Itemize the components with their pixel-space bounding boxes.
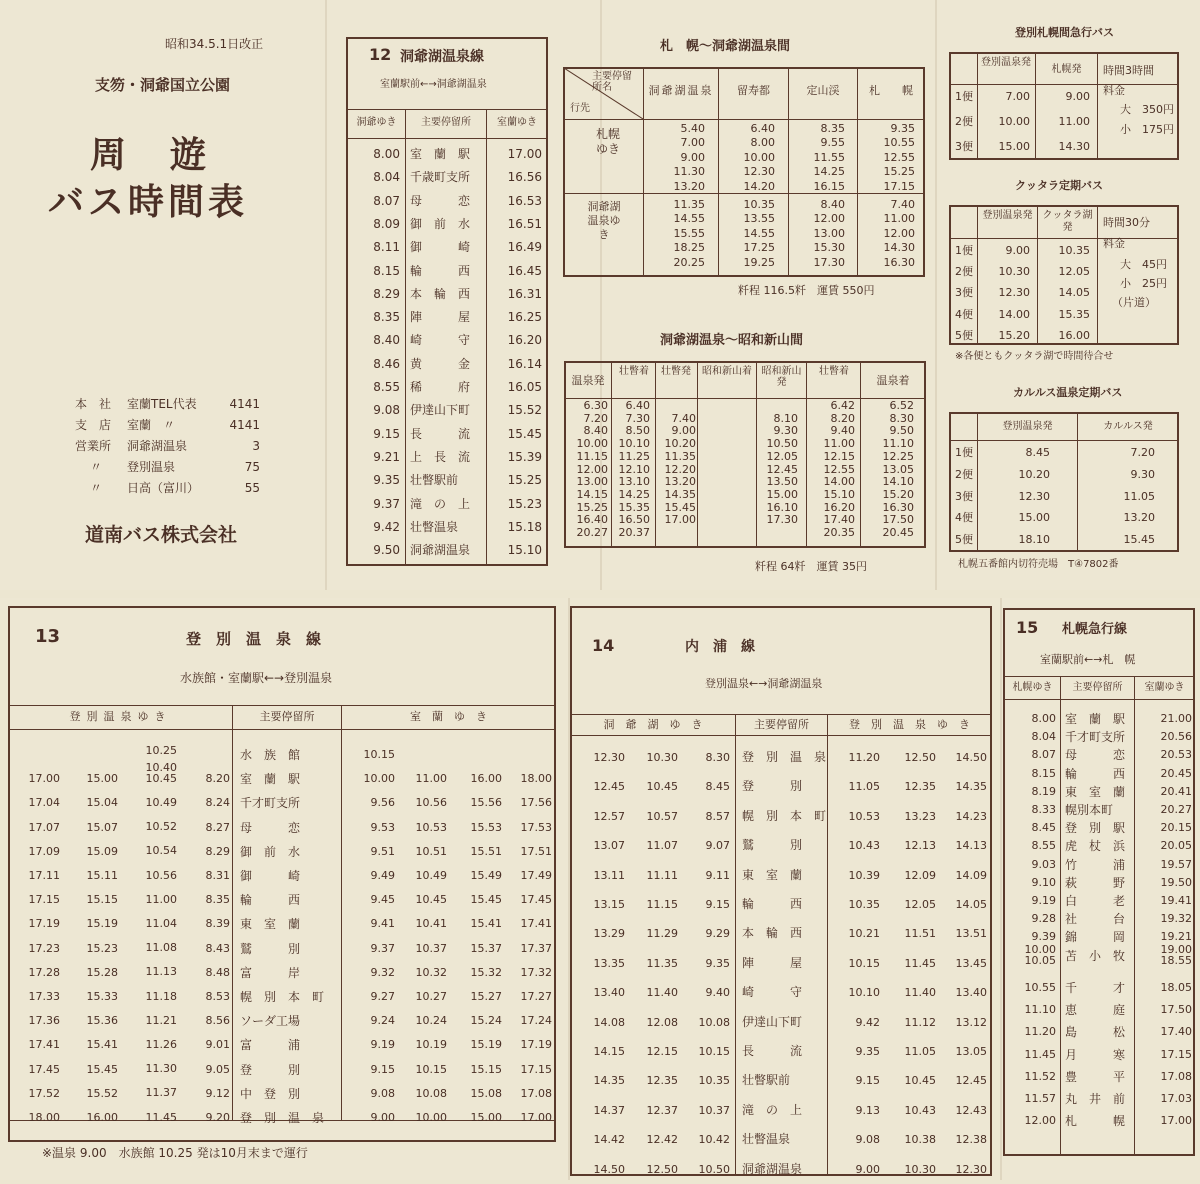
- route-subtitle: 室蘭駅前←→札 幌: [1040, 653, 1136, 666]
- header-cell: 壮瞥着: [819, 366, 849, 377]
- header-corner: 主要停留所名: [592, 71, 632, 93]
- company-name: 道南バス株式会社: [85, 524, 238, 546]
- time-column: 11.00 10.56 10.53 10.51 10.49 10.45 10.41 10.37 10.32 10.27 10.24 10.19 10.15 10.08 10.00: [415, 772, 447, 1125]
- ticket-office-note: 札幌五番館内切符売場 T④7802番: [958, 559, 1119, 570]
- time-cell: 9.08: [373, 403, 400, 418]
- time-cell: 14.00: [998, 307, 1030, 321]
- header-cell: 昭和新山発: [761, 366, 802, 388]
- header-cell: 留寿都: [737, 84, 770, 97]
- section-title: カルルス温泉定期バス: [1013, 386, 1123, 399]
- route-name: 登 別 温 泉 線: [186, 630, 322, 648]
- header-cell: 札幌発: [1051, 64, 1082, 75]
- time-column: 12.50 12.35 13.23 12.13 12.09 12.05 11.51 11.45 11.40 11.12 11.05 10.45 10.43 10.38 10.30: [904, 751, 936, 1176]
- time-cell: 16.45: [507, 263, 542, 278]
- time-cell: 9.00: [1005, 244, 1030, 257]
- time-cell: 8.00: [373, 147, 400, 161]
- header-cell: 登別温泉発: [982, 210, 1033, 221]
- section-title: 札 幌～洞爺湖温泉間: [660, 39, 791, 54]
- time-cell: 8.35: [373, 310, 400, 325]
- stop-cell: 御 前 水: [410, 216, 471, 231]
- route-subtitle: 室蘭駅前←→洞爺湖温泉: [380, 79, 487, 90]
- header-cell: 登別温泉発: [1002, 421, 1053, 432]
- stop-cell: 千歳町支所: [410, 170, 471, 185]
- time-cell: 8.07: [373, 193, 400, 208]
- section-title: 登別札幌間急行バス: [1015, 26, 1114, 39]
- office-place: 登別温泉: [127, 460, 176, 474]
- office-phone: 75: [244, 460, 260, 474]
- stop-column: 水 族 館 室 蘭 駅 千才町支所 母 恋 御 前 水 御 崎 輪 西 東 室 蘭 鷲 別 富 岸 幌 別 本 町 ソーダ工場 富 浦 登 別 中 登 別 登 別 温 泉: [240, 748, 325, 1126]
- time-cell: 8.11: [373, 240, 400, 255]
- time-cell: 8.45: [1025, 446, 1050, 459]
- office-phone: 4141: [229, 397, 260, 411]
- route-name: 内 浦 線: [685, 639, 755, 655]
- time-column: 8.40 12.00 13.00 15.30 17.30: [813, 198, 845, 269]
- route-subtitle: 登別温泉←→洞爺湖温泉: [705, 677, 823, 690]
- stop-cell: 稀 府: [410, 380, 471, 394]
- header-cell: 洞爺湖温泉: [648, 84, 714, 97]
- header-cell: 室 蘭 ゆ き: [410, 710, 487, 723]
- time-column: 17.00 17.04 17.07 17.09 17.11 17.15 17.19 17.23 17.28 17.33 17.36 17.41 17.45 17.52 18.00: [28, 772, 60, 1125]
- time-cell: 15.45: [1123, 533, 1155, 547]
- stop-cell: 上 長 流: [410, 449, 471, 464]
- time-cell: 10.00 10.05: [1024, 943, 1056, 967]
- time-cell: 12.30: [998, 286, 1030, 300]
- time-cell: 14.05: [1058, 286, 1090, 300]
- time-cell: 7.00: [1005, 90, 1030, 103]
- row-label: 2便: [955, 115, 973, 128]
- leaflet-back: [0, 598, 1200, 1180]
- cover-title-2: バス時間表: [48, 182, 249, 223]
- row-label: 2便: [955, 467, 973, 481]
- route-number: 12: [369, 45, 392, 64]
- row-group-label: 札幌ゆき: [595, 127, 620, 156]
- time-cell: 19.00 18.55: [1160, 943, 1192, 967]
- header-cell: 室蘭ゆき: [497, 117, 537, 128]
- header-cell: カルルス発: [1103, 421, 1153, 432]
- time-column: 6.40 7.30 8.50 10.10 11.25 12.10 13.10 14.25 15.35 16.50 20.37: [618, 399, 650, 540]
- time-cell: 10.00: [998, 115, 1030, 128]
- header-cell: 主要停留所: [1072, 682, 1123, 693]
- header-cell: 主要停留所: [754, 718, 809, 731]
- time-cell: 8.04: [373, 170, 400, 185]
- time-column: 7.40 11.00 12.00 14.30 16.30: [883, 198, 915, 269]
- stop-column: 登 別 温 泉 登 別 幌 別 本 町 鷲 別 東 室 蘭 輪 西 本 輪 西 陣 屋 崎 守 伊達山下町 長 流 壮瞥駅前 滝 の 上 壮瞥温泉 洞爺湖温泉: [742, 750, 827, 1176]
- time-cell: 16.31: [507, 286, 542, 301]
- time-column: 21.00 20.56 20.53 20.45 20.41 20.27 20.15 20.05 19.57 19.50 19.41 19.32 19.21: [1160, 712, 1192, 944]
- office-phone: 4141: [229, 418, 260, 432]
- office-place: 室蘭 〃: [127, 418, 176, 432]
- row-label: 3便: [955, 286, 973, 300]
- time-column: 10.15 10.00 9.56 9.53 9.51 9.49 9.45 9.41 9.37 9.32 9.27 9.24 9.19 9.15 9.08 9.00: [363, 748, 395, 1125]
- stop-column: 室 蘭 駅 千才町支所 母 恋 輪 西 東 室 蘭 幌別本町 登 別 駅 虎 杖 浜 竹 浦 萩 野 白 老 社 台 錦 岡: [1065, 712, 1126, 945]
- row-label: 3便: [955, 140, 973, 153]
- info-note: 大 350円: [1120, 103, 1174, 116]
- time-column: 6.30 7.20 8.40 10.00 11.15 12.00 13.00 14.15 15.25 16.40 20.27: [576, 399, 608, 540]
- stop-column: 千 才 恵 庭 島 松 月 寒 豊 平 丸 井 前 札 幌: [1065, 981, 1126, 1129]
- time-cell: 17.00: [507, 147, 542, 161]
- time-column: 10.30 10.45 10.57 11.07 11.11 11.15 11.29 11.35 11.40 12.08 12.15 12.35 12.37 12.42 12.50: [646, 751, 678, 1176]
- time-cell: 16.49: [507, 240, 542, 255]
- header-cell: 主要停留所: [259, 710, 315, 723]
- time-cell: 15.18: [507, 519, 542, 534]
- time-cell: 16.53: [507, 193, 542, 208]
- time-column: 18.00 17.56 17.53 17.51 17.49 17.45 17.41 17.37 17.32 17.27 17.24 17.19 17.15 17.08 17.00: [520, 772, 552, 1125]
- time-cell: 16.00: [1058, 328, 1090, 342]
- time-column: 10.35 13.55 14.55 17.25 19.25: [743, 198, 775, 269]
- route-number: 15: [1016, 618, 1039, 637]
- time-cell: 12.05: [1058, 265, 1090, 279]
- time-cell: 9.42: [373, 519, 400, 534]
- office-place: 日高（富川）: [127, 481, 200, 495]
- route-number: 13: [35, 626, 61, 647]
- section-title: クッタラ定期バス: [1015, 179, 1103, 192]
- time-cell: 13.20: [1123, 511, 1155, 525]
- office-phone: 55: [244, 481, 260, 495]
- fare-note: 粁程 64粁 運賃 35円: [755, 560, 867, 573]
- header-cell: 壮瞥発: [661, 366, 691, 377]
- time-cell: 10.30: [998, 265, 1030, 279]
- time-cell: 15.23: [507, 496, 542, 511]
- stop-cell: 崎 守: [410, 333, 471, 348]
- time-cell: 14.30: [1058, 140, 1090, 153]
- time-cell: 12.30: [1018, 489, 1050, 503]
- time-column: 18.05 17.50 17.40 17.15 17.08 17.03 17.00: [1160, 981, 1192, 1128]
- header-cell: 温泉発: [571, 374, 605, 387]
- time-cell: 7.20: [1130, 446, 1155, 459]
- time-cell: 15.45: [507, 426, 542, 441]
- park-name: 支笏・洞爺国立公園: [95, 76, 231, 94]
- info-note: 料金: [1103, 84, 1125, 97]
- time-cell: 18.10: [1018, 533, 1050, 547]
- info-note: 小 175円: [1120, 123, 1174, 136]
- time-column: 11.35 14.55 15.55 18.25 20.25: [673, 198, 705, 269]
- kuttara-note: ※各便ともクッタラ湖で時間待合せ: [955, 351, 1114, 362]
- time-cell: 9.37: [373, 496, 400, 511]
- header-cell: 主要停留所: [421, 117, 471, 128]
- time-cell: 11.05: [1123, 489, 1155, 503]
- seasonal-note: ※温泉 9.00 水族館 10.25 発は10月末まで運行: [42, 1146, 308, 1160]
- time-cell: 15.52: [507, 403, 542, 418]
- header-cell: 登 別 温 泉 ゆ き: [849, 718, 970, 731]
- time-cell: 9.00: [1065, 90, 1090, 103]
- time-column: 8.10 9.30 10.50 12.05 12.45 13.50 15.00 16.10 17.30: [766, 411, 798, 527]
- time-column: 7.40 9.00 10.20 11.35 12.20 13.20 14.35 15.45 17.00: [664, 411, 696, 527]
- office-phone: 3: [252, 439, 260, 453]
- time-column: 8.20 8.24 8.27 8.29 8.31 8.35 8.39 8.43 8.48 8.53 8.56 9.01 9.05 9.12 9.20: [205, 772, 230, 1125]
- stop-cell: 室 蘭 駅: [410, 147, 471, 161]
- header-cell: 札 幌: [869, 84, 913, 97]
- stop-cell: 御 崎: [410, 240, 471, 255]
- time-cell: 16.20: [507, 333, 542, 348]
- header-cell: 定山渓: [806, 84, 840, 97]
- info-note: 時間30分: [1103, 216, 1150, 229]
- row-label: 5便: [955, 328, 973, 342]
- time-cell: 8.15: [373, 263, 400, 278]
- time-column: 6.40 8.00 10.00 12.30 14.20: [743, 122, 775, 193]
- stop-cell: 苫 小 牧: [1065, 949, 1126, 963]
- time-cell: 11.00: [1058, 115, 1090, 128]
- route-name: 洞爺湖温泉線: [400, 49, 484, 65]
- office-label: 営業所: [75, 439, 112, 453]
- stop-cell: 輪 西: [410, 263, 471, 278]
- time-cell: 16.51: [507, 216, 542, 231]
- stop-cell: 陣 屋: [410, 310, 471, 325]
- office-label: 〃: [90, 481, 103, 495]
- row-group-label: 洞爺湖温泉ゆき: [587, 200, 621, 241]
- time-cell: 16.25: [507, 310, 542, 325]
- time-cell: 15.35: [1058, 307, 1090, 321]
- header-cell: 札幌ゆき: [1012, 682, 1053, 693]
- office-label: 支 店: [75, 418, 112, 432]
- stop-cell: 壮瞥温泉: [410, 519, 459, 534]
- time-cell: 9.15: [373, 426, 400, 441]
- time-cell: 9.21: [373, 449, 400, 464]
- fare-note: 粁程 116.5粁 運賃 550円: [738, 284, 875, 297]
- stop-cell: 本 輪 西: [410, 286, 471, 301]
- info-note: 大 45円: [1120, 258, 1167, 271]
- time-column: 10.49 10.52 10.54 10.56 11.00 11.04 11.08 11.13 11.18 11.21 11.26 11.30 11.37 11.45: [145, 796, 177, 1124]
- time-column: 8.30 8.45 8.57 9.07 9.11 9.15 9.29 9.35 9.40 10.08 10.15 10.35 10.37 10.42 10.50: [698, 751, 730, 1176]
- time-column: 11.20 11.05 10.53 10.43 10.39 10.35 10.21 10.15 10.10 9.42 9.35 9.15 9.13 9.08 9.00: [848, 751, 880, 1176]
- time-column: 12.30 12.45 12.57 13.07 13.11 13.15 13.29 13.35 13.40 14.08 14.15 14.35 14.37 14.42 14.50: [593, 751, 625, 1176]
- time-column: 6.42 8.20 9.40 11.00 12.15 12.55 14.00 15.10 16.20 17.40 20.35: [823, 399, 855, 540]
- header-cell: 壮瞥着: [619, 366, 649, 377]
- time-cell: 8.46: [373, 356, 400, 371]
- time-cell: 16.56: [507, 170, 542, 185]
- header-cell: 昭和新山着: [702, 366, 752, 377]
- office-place: 洞爺湖温泉: [127, 439, 188, 453]
- header-cell: 室蘭ゆき: [1144, 682, 1185, 693]
- time-column: 8.00 8.04 8.07 8.15 8.19 8.33 8.45 8.55 9.03 9.10 9.19 9.28 9.39: [1031, 712, 1056, 944]
- header-cell: 登別温泉発: [981, 57, 1031, 68]
- row-label: 1便: [955, 90, 973, 103]
- stop-cell: 壮瞥駅前: [410, 473, 459, 488]
- stop-cell: 洞爺湖温泉: [410, 543, 471, 558]
- revision-date: 昭和34.5.1日改正: [165, 37, 264, 51]
- time-cell: 8.40: [373, 333, 400, 348]
- stop-cell: 黄 金: [410, 356, 471, 371]
- office-label: 本 社: [75, 397, 112, 411]
- stop-cell: 長 流: [410, 426, 471, 441]
- time-column: 14.50 14.35 14.23 14.13 14.09 14.05 13.51 13.45 13.40 13.12 13.05 12.45 12.43 12.38 12.30: [955, 751, 987, 1176]
- time-column: 9.35 10.55 12.55 15.25 17.15: [883, 122, 915, 193]
- leaflet-front: [0, 0, 1200, 590]
- time-cell: 15.00: [998, 140, 1030, 153]
- row-label: 5便: [955, 533, 973, 547]
- time-cell: 9.30: [1130, 467, 1155, 481]
- header-cell: 登別温泉ゆき: [69, 710, 172, 723]
- row-label: 1便: [955, 446, 973, 459]
- time-cell: 8.29: [373, 286, 400, 301]
- info-note: 料金: [1103, 237, 1125, 250]
- section-title: 洞爺湖温泉～昭和新山間: [660, 333, 804, 348]
- header-cell: クッタラ湖発: [1042, 210, 1093, 233]
- header-cell: 洞爺ゆき: [356, 117, 397, 128]
- time-column: 5.40 7.00 9.00 11.30 13.20: [673, 122, 705, 193]
- office-place: 室蘭TEL代表: [127, 397, 197, 411]
- time-cell: 15.00: [1018, 511, 1050, 525]
- stop-cell: 伊達山下町: [410, 403, 471, 418]
- route-subtitle: 水族館・室蘭駅←→登別温泉: [180, 671, 333, 685]
- time-cell: 10.35: [1058, 244, 1090, 257]
- row-label: 3便: [955, 489, 973, 503]
- stop-cell: 滝 の 上: [410, 496, 471, 511]
- time-cell: 16.05: [507, 380, 542, 394]
- route-number: 14: [592, 636, 615, 655]
- time-cell: 15.10: [507, 543, 542, 558]
- time-cell: 15.39: [507, 449, 542, 464]
- time-cell: 10.20: [1018, 467, 1050, 481]
- route-name: 札幌急行線: [1062, 622, 1128, 637]
- info-note: 小 25円: [1120, 277, 1167, 290]
- stop-cell: 母 恋: [410, 193, 471, 208]
- row-label: 2便: [955, 265, 973, 279]
- time-column: 16.00 15.56 15.53 15.51 15.49 15.45 15.41 15.37 15.32 15.27 15.24 15.19 15.15 15.08 15.00: [470, 772, 502, 1125]
- time-cell: 15.25: [507, 473, 542, 488]
- time-column: 8.35 9.55 11.55 14.25 16.15: [813, 122, 845, 193]
- header-corner: 行先: [570, 103, 590, 114]
- row-label: 4便: [955, 307, 973, 321]
- cover-title-1: 周 遊: [90, 135, 211, 176]
- office-label: 〃: [90, 460, 103, 474]
- time-cell: 9.50: [373, 543, 400, 558]
- time-column: 15.00 15.04 15.07 15.09 15.11 15.15 15.19 15.23 15.28 15.33 15.36 15.41 15.45 15.52 16.00: [86, 772, 118, 1125]
- row-label: 4便: [955, 511, 973, 525]
- karurusu-table: [949, 412, 1179, 552]
- time-cell: 15.20: [998, 328, 1030, 342]
- time-cell: 8.09: [373, 216, 400, 231]
- time-cell: 9.35: [373, 473, 400, 488]
- info-note: （片道）: [1112, 296, 1156, 309]
- time-cell: 16.14: [507, 356, 542, 371]
- time-column: 10.55 11.10 11.20 11.45 11.52 11.57 12.00: [1024, 981, 1056, 1128]
- row-label: 1便: [955, 244, 973, 257]
- info-note: 時間3時間: [1103, 64, 1154, 77]
- header-cell: 洞 爺 湖 ゆ き: [603, 718, 703, 731]
- time-cell: 8.55: [373, 380, 400, 394]
- header-cell: 温泉着: [876, 374, 910, 387]
- time-cell: 10.25: [145, 744, 177, 757]
- time-column: 6.52 8.30 9.50 11.10 12.25 13.05 14.10 15.20 16.30 17.50 20.45: [882, 399, 914, 540]
- time-cell: 10.40 10.45: [145, 761, 177, 785]
